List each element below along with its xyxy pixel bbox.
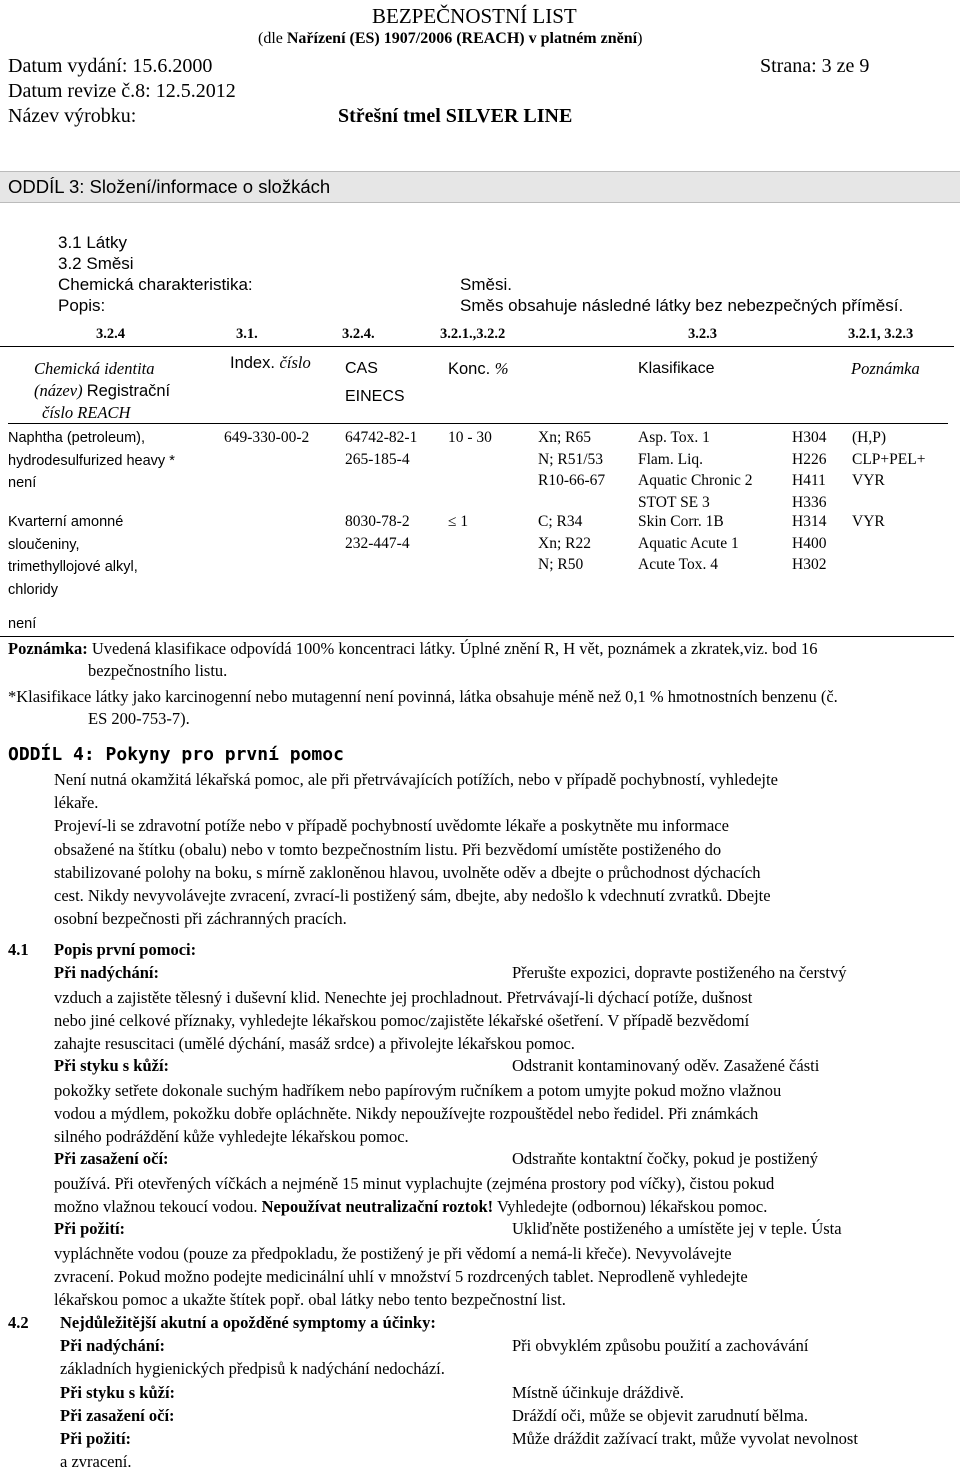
- inhal-line-1: vzduch a zajistěte tělesný i duševní klid. Nenechte jej prochladnout. Přetrvávají-li dýchací potíže, dušnost: [54, 988, 753, 1007]
- table-row: [8, 511, 138, 601]
- regulation-line: [258, 30, 642, 48]
- col-identity-line2: [34, 380, 170, 403]
- inhalation-label: Při nadýchání:: [54, 963, 159, 982]
- section4-title: ODDÍL 4: Pokyny pro první pomoc: [8, 744, 344, 765]
- row2-cas: [345, 511, 410, 554]
- table-header-rule: [8, 423, 948, 424]
- row1-note-2: CLP+PEL+: [852, 450, 926, 468]
- row1-note-1: (H,P): [852, 429, 887, 446]
- regulation-suffix: ): [637, 30, 643, 47]
- row1-r-2: N; R51/53: [538, 450, 604, 468]
- subsection-4-1-number: 4.1: [8, 940, 29, 959]
- row2-class-1: Skin Corr. 1B: [638, 513, 724, 530]
- row1-h-codes: [792, 427, 826, 513]
- note-line-2: bezpečnostního listu.: [88, 661, 228, 680]
- col-identity-line3: číslo REACH: [42, 403, 131, 422]
- row1-h-1: H304: [792, 429, 827, 446]
- description-value: Směs obsahuje následné látky bez nebezpečných příměsí.: [460, 296, 904, 315]
- row1-name-2: hydrodesulfurized heavy *: [8, 452, 175, 469]
- s42-ingestion-value: Může dráždit zažívací trakt, může vyvolat nevolnost: [512, 1429, 858, 1448]
- row2-h-1: H314: [792, 513, 827, 530]
- row2-name-1: Kvarterní amonné: [8, 514, 124, 530]
- row1-h-4: H336: [792, 493, 827, 511]
- ingest-line-3: lékařskou pomoc a ukažte štítek popř. obal látky nebo tento bezpečnostní list.: [54, 1290, 566, 1310]
- section3-title: ODDÍL 3: Složení/informace o složkách: [8, 176, 331, 197]
- row1-class-2: Flam. Liq.: [638, 450, 704, 468]
- row1-r-1: Xn; R65: [538, 429, 591, 446]
- ingestion-text: [54, 1242, 954, 1312]
- row1-class-4: STOT SE 3: [638, 493, 710, 511]
- row2-class-2: Aquatic Acute 1: [638, 534, 739, 552]
- ref-note: 3.2.1, 3.2.3: [848, 326, 914, 342]
- col-konc-a: Konc.: [448, 360, 495, 378]
- footnote-line-2: ES 200-753-7).: [88, 709, 190, 728]
- intro-line-4: obsažené na štítku (obalu) nebo v tomto bezpečnostním listu. Při bezvědomí umístěte postiženého do: [54, 839, 722, 859]
- row2-r-3: N; R50: [538, 556, 584, 573]
- ingestion-label: Při požití:: [54, 1219, 126, 1238]
- s42-ingestion-line: a zvracení.: [60, 1452, 132, 1471]
- note-line: [8, 639, 817, 659]
- col-identity-b: (název): [34, 381, 87, 400]
- document-title: BEZPEČNOSTNÍ LIST: [372, 4, 577, 28]
- subsection-4-2-title: Nejdůležitější akutní a opožděné symptomy a účinky:: [60, 1313, 436, 1332]
- row2-name-2: sloučeniny,: [8, 536, 80, 553]
- row1-name-3: není: [8, 475, 37, 491]
- row2-cas-number: 8030-78-2: [345, 513, 410, 530]
- product-label: Název výrobku:: [8, 105, 137, 127]
- row2-classes: [638, 511, 739, 576]
- table-top-rule: [0, 346, 954, 347]
- inhal-line-2: nebo jiné celkové příznaky, vyhledejte lékařskou pomoc/zajistěte lékařské ošetření. V případě bezvědomí: [54, 1011, 750, 1031]
- ref-cas: 3.2.4.: [342, 326, 375, 342]
- row2-h-3: H302: [792, 556, 827, 573]
- section4-intro: [54, 768, 954, 930]
- skin-text: [54, 1079, 954, 1149]
- col-konc: [448, 358, 509, 381]
- row1-einecs-number: 265-185-4: [345, 450, 410, 468]
- intro-line-6: cest. Nikdy nevyvolávejte zvracení, zvrací-li postižený sám, dbejte, aby nedošlo k vdechnutí zvratků. Dbejte: [54, 886, 771, 906]
- subsection-4-2-number: 4.2: [8, 1313, 29, 1332]
- chem-char-value: Směsi.: [460, 275, 512, 294]
- inhalation-first: Přerušte expozici, dopravte postiženého na čerstvý: [512, 963, 847, 982]
- row1-class-1: Asp. Tox. 1: [638, 429, 710, 446]
- footnote-line-1: *Klasifikace látky jako karcinogenní nebo mutagenní není povinná, látka obsahuje méně než 0,1 % hmotnostních benzenu (č.: [8, 687, 838, 706]
- s42-eye-value: Dráždí oči, může se objevit zarudnutí bělma.: [512, 1406, 808, 1425]
- s42-ingestion-label: Při požití:: [60, 1429, 132, 1448]
- note-label: Poznámka:: [8, 639, 88, 658]
- ref-identity: 3.2.4: [96, 326, 125, 342]
- col-konc-b: %: [494, 359, 509, 378]
- description-label: Popis:: [58, 296, 106, 315]
- intro-line-2: lékaře.: [54, 793, 99, 813]
- intro-line-5: stabilizované polohy na boku, s mírně zakloněnou hlavou, uvolněte oděv a dbejte o průchodnost dýchacích: [54, 862, 761, 882]
- eye-line-2-bold: Nepoužívat neutralizační roztok!: [261, 1197, 494, 1217]
- subsection-4-1-title: Popis první pomoci:: [54, 940, 197, 959]
- row2-h-codes: [792, 511, 826, 576]
- row1-index: 649-330-00-2: [224, 429, 310, 446]
- row2-note: VYR: [852, 513, 885, 530]
- skin-line-3: silného podráždění kůže vyhledejte lékařskou pomoc.: [54, 1127, 409, 1147]
- s42-inhalation-first: Při obvyklém způsobu použití a zachovávání: [512, 1336, 809, 1355]
- row2-einecs-number: 232-447-4: [345, 534, 410, 552]
- eye-line-2-a: možno vlažnou tekoucí vodou.: [54, 1197, 262, 1217]
- row2-h-2: H400: [792, 534, 827, 552]
- eye-line-1: používá. Při otevřených víčkách a nejméně 15 minut vyplachujte (zejména prostory pod víčky), čistou pokud: [54, 1174, 775, 1193]
- row2-class-3: Acute Tox. 4: [638, 556, 718, 573]
- s42-skin-label: Při styku s kůží:: [60, 1383, 176, 1402]
- skin-line-1: pokožky setřete dokonale suchým hadříkem nebo papírovým ručníkem a potom umyjte pokud možno vlažnou: [54, 1081, 782, 1100]
- table-bottom-rule: [0, 636, 954, 637]
- col-identity-line1: [34, 358, 155, 380]
- col-identity-c: Registrační: [86, 382, 171, 400]
- row1-r-phrases: [538, 427, 605, 492]
- row1-note-3: VYR: [852, 472, 885, 489]
- row1-r-3: R10-66-67: [538, 472, 606, 489]
- s42-inhalation-line: základních hygienických předpisů k nadýchání nedochází.: [60, 1359, 445, 1378]
- row1-h-2: H226: [792, 450, 827, 468]
- row2-name-3: trimethyllojové alkyl,: [8, 559, 138, 575]
- s42-inhalation-label: Při nadýchání:: [60, 1336, 165, 1355]
- row2-r-1: C; R34: [538, 513, 583, 530]
- product-name: Střešní tmel SILVER LINE: [338, 105, 573, 127]
- row2-r-2: Xn; R22: [538, 534, 591, 552]
- intro-line-7: osobní bezpečnosti při záchranných pracích.: [54, 909, 347, 929]
- row1-conc: 10 - 30: [448, 429, 492, 446]
- ref-index: 3.1.: [236, 326, 258, 342]
- chem-char-label: Chemická charakteristika:: [58, 275, 253, 294]
- col-index: [230, 352, 311, 375]
- col-klasifikace: Klasifikace: [638, 360, 715, 377]
- col-index-b: číslo: [279, 353, 311, 372]
- row1-h-3: H411: [792, 472, 826, 489]
- eye-first: Odstraňte kontaktní čočky, pokud je postižený: [512, 1149, 818, 1168]
- table-row: [8, 427, 175, 495]
- row1-cas-number: 64742-82-1: [345, 429, 418, 446]
- skin-line-2: vodou a mýdlem, pokožku dobře opláchněte. Nikdy nepoužívejte rozpouštědel nebo ředidel. Při známkách: [54, 1104, 759, 1124]
- revision-date: Datum revize č.8: 12.5.2012: [8, 80, 236, 102]
- intro-line-1: Není nutná okamžitá lékařská pomoc, ale při přetrvávajících potížích, nebo v případě pochybností, vyhledejte: [54, 770, 778, 789]
- ingest-line-2: zvracení. Pokud možno podejte medicinální uhlí v množství 5 rozdrcených tablet. Neprodleně vyhledejte: [54, 1267, 748, 1287]
- note-text: Uvedená klasifikace odpovídá 100% koncentraci látky. Úplné znění R, H vět, poznámek a zkratek,viz. bod 16: [87, 639, 818, 658]
- regulation-prefix: (dle: [258, 30, 287, 47]
- row2-r-phrases: [538, 511, 591, 576]
- row1-class-3: Aquatic Chronic 2: [638, 472, 753, 489]
- ref-konc: 3.2.1.,3.2.2: [440, 326, 506, 342]
- row2-name-4: chloridy: [8, 581, 58, 598]
- col-identity-a: Chemická identita: [34, 359, 155, 378]
- ingest-line-1: vypláchněte vodou (pouze za předpokladu, že postižený je při vědomí a nemá-li křeče). Nevyvolávejte: [54, 1244, 732, 1263]
- eye-text: [54, 1172, 954, 1218]
- row1-classes: [638, 427, 753, 513]
- skin-label: Při styku s kůží:: [54, 1056, 170, 1075]
- s42-eye-label: Při zasažení očí:: [60, 1406, 175, 1425]
- s42-skin-value: Místně účinkuje dráždivě.: [512, 1383, 684, 1402]
- eye-line-2-c: Vyhledejte (odbornou) lékařskou pomoc.: [493, 1197, 768, 1217]
- skin-first: Odstranit kontaminovaný oděv. Zasažené části: [512, 1056, 820, 1075]
- col-index-a: Index.: [230, 354, 280, 372]
- row1-cas: [345, 427, 417, 470]
- row1-note: [852, 427, 925, 492]
- ref-class: 3.2.3: [688, 326, 717, 342]
- inhal-line-3: zahajte resuscitaci (umělé dýchání, masáž srdce) a přivolejte lékařskou pomoc.: [54, 1034, 575, 1054]
- eye-line-2: [54, 1195, 954, 1218]
- ingestion-first: Ukliďněte postiženého a umístěte jej v teple. Ústa: [512, 1219, 842, 1238]
- regulation-bold: Nařízení (ES) 1907/2006 (REACH) v platném znění: [286, 30, 638, 47]
- row1-name-1: Naphtha (petroleum),: [8, 430, 146, 446]
- inhalation-text: [54, 986, 954, 1056]
- col-cas: CAS: [345, 360, 378, 377]
- page-number: Strana: 3 ze 9: [760, 55, 870, 77]
- eye-label: Při zasažení očí:: [54, 1149, 169, 1168]
- subsection-3-1: 3.1 Látky: [58, 233, 127, 252]
- row2-conc: ≤ 1: [448, 513, 469, 530]
- after-table-text: není: [8, 616, 37, 632]
- issue-date: Datum vydání: 15.6.2000: [8, 55, 213, 77]
- col-poznamka: Poznámka: [851, 359, 920, 378]
- intro-line-3: Projeví-li se zdravotní potíže nebo v případě pochybností uvědomte lékaře a poskytněte mu informace: [54, 816, 729, 836]
- col-einecs: EINECS: [345, 388, 405, 405]
- subsection-3-2: 3.2 Směsi: [58, 254, 134, 273]
